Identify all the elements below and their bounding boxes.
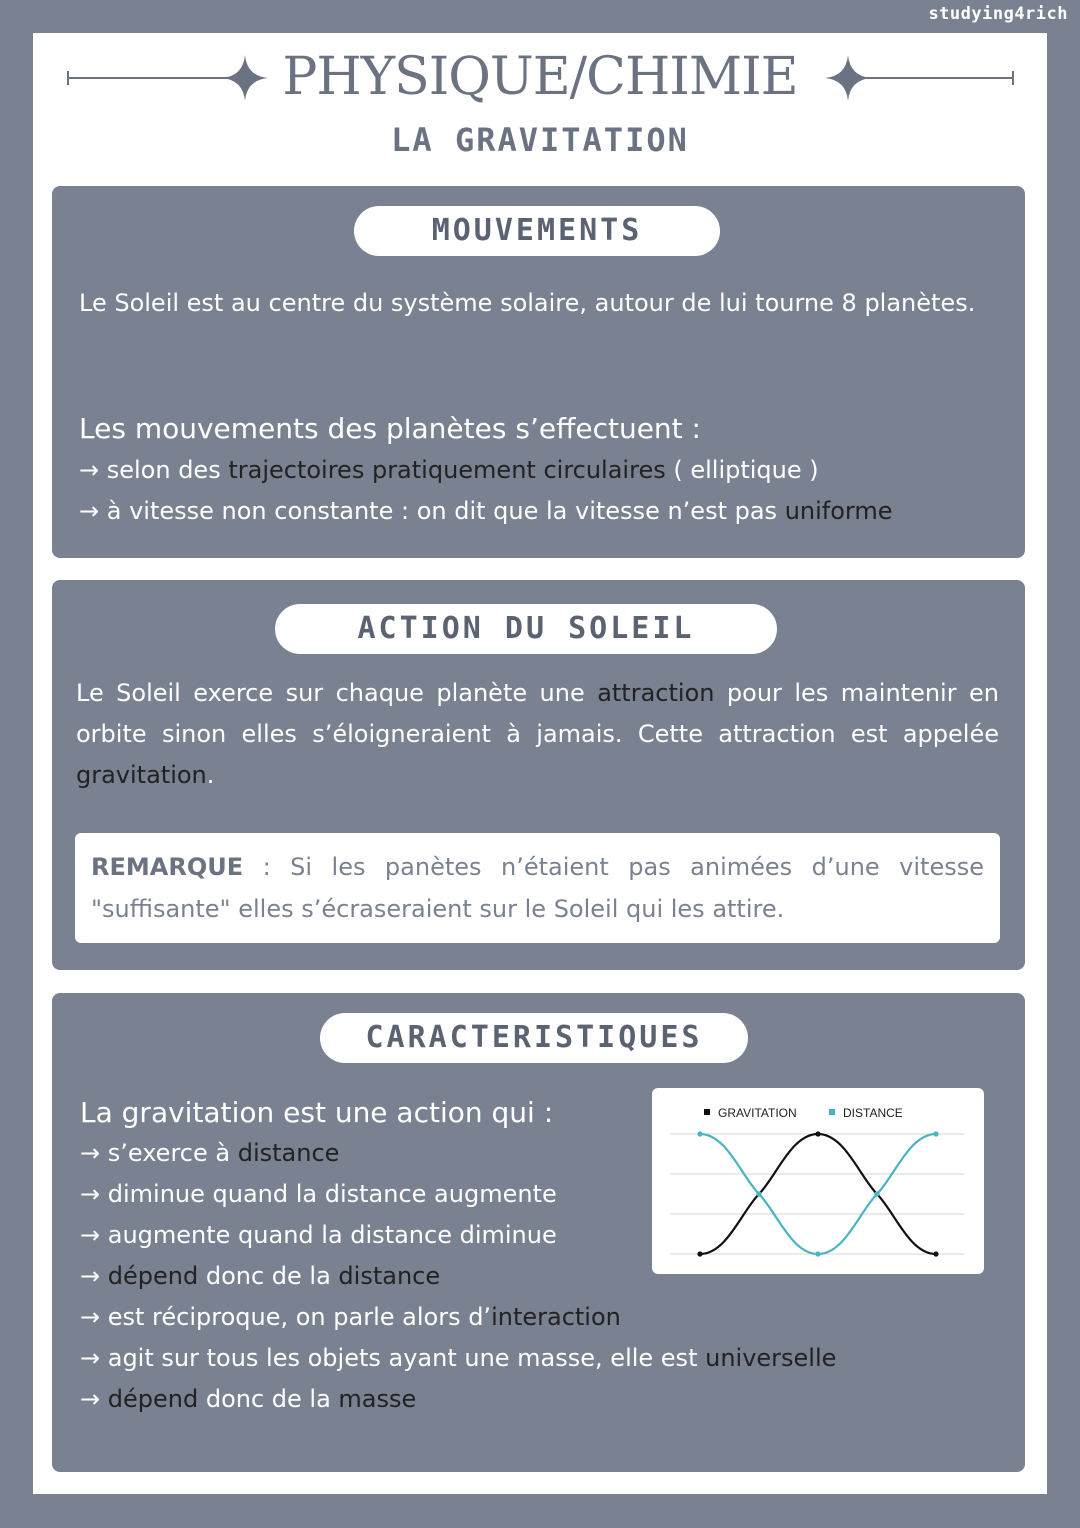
legend-swatch <box>704 1109 710 1115</box>
gravitation-distance-chart <box>652 1088 984 1274</box>
remark-label: REMARQUE <box>91 853 244 881</box>
chart-container <box>652 1088 984 1274</box>
keyword: uniforme <box>784 497 893 525</box>
data-point <box>697 1131 702 1136</box>
keyword: dépend <box>107 1262 199 1290</box>
legend-swatch <box>829 1109 835 1115</box>
data-point <box>815 1131 820 1136</box>
legend-label: DISTANCE <box>843 1106 903 1120</box>
list-item: → dépend donc de la masse <box>80 1385 417 1413</box>
data-point <box>874 1191 879 1196</box>
data-point <box>933 1251 938 1256</box>
keyword: attraction <box>597 679 715 707</box>
keyword: interaction <box>491 1303 621 1331</box>
page-title: PHYSIQUE/CHIMIE <box>282 47 798 107</box>
header-line-right <box>839 77 1013 79</box>
panel-mouvements <box>52 186 1025 558</box>
series-line <box>700 1134 936 1254</box>
keyword: distance <box>338 1262 441 1290</box>
remark-text: : Si les panètes n’étaient pas animées d’une vitesse "suffisante" elles s’écraseraient sur le Soleil qui les attire. <box>91 853 984 923</box>
keyword: universelle <box>705 1344 837 1372</box>
watermark: studying4rich <box>928 4 1068 24</box>
series-line <box>700 1134 936 1254</box>
action-text: Le Soleil exerce sur chaque planète une attraction pour les maintenir en orbite sinon elles s’éloigneraient à jamais. Cette attraction est appelée gravitation. <box>76 679 1000 789</box>
sheet <box>33 33 1047 1494</box>
keyword: distance <box>237 1139 340 1167</box>
legend-label: GRAVITATION <box>718 1106 797 1120</box>
page-subtitle: LA GRAVITATION <box>391 121 689 159</box>
list-item: → diminue quand la distance augmente <box>80 1180 557 1208</box>
keyword: dépend <box>107 1385 199 1413</box>
caracteristiques-intro: La gravitation est une action qui : <box>80 1096 554 1129</box>
data-point <box>933 1131 938 1136</box>
panel-caracteristiques <box>52 993 1025 1472</box>
data-point <box>815 1251 820 1256</box>
list-item: → selon des trajectoires pratiquement circulaires ( elliptique ) <box>79 456 819 484</box>
header-line-end <box>1012 71 1014 85</box>
keyword: trajectoires pratiquement circulaires <box>228 456 666 484</box>
list-item: → dépend donc de la distance <box>80 1262 441 1290</box>
list-item: → agit sur tous les objets ayant une masse, elle est universelle <box>80 1344 837 1372</box>
keyword: masse <box>338 1385 417 1413</box>
mouvements-intro: Le Soleil est au centre du système solaire, autour de lui tourne 8 planètes. <box>79 289 976 317</box>
data-point <box>756 1191 761 1196</box>
panel-action-soleil <box>52 580 1025 970</box>
section-heading: MOUVEMENTS <box>354 206 720 256</box>
list-item: → est réciproque, on parle alors d’interaction <box>80 1303 621 1331</box>
section-heading: CARACTERISTIQUES <box>320 1013 748 1063</box>
mouvements-list-title: Les mouvements des planètes s’effectuent : <box>79 412 701 445</box>
keyword: gravitation <box>76 761 207 789</box>
list-item: → s’exerce à distance <box>80 1139 340 1167</box>
remark-box <box>75 833 1000 943</box>
list-item: → augmente quand la distance diminue <box>80 1221 557 1249</box>
data-point <box>697 1251 702 1256</box>
section-heading: ACTION DU SOLEIL <box>275 604 777 654</box>
list-item: → à vitesse non constante : on dit que la vitesse n’est pas uniforme <box>79 497 893 525</box>
